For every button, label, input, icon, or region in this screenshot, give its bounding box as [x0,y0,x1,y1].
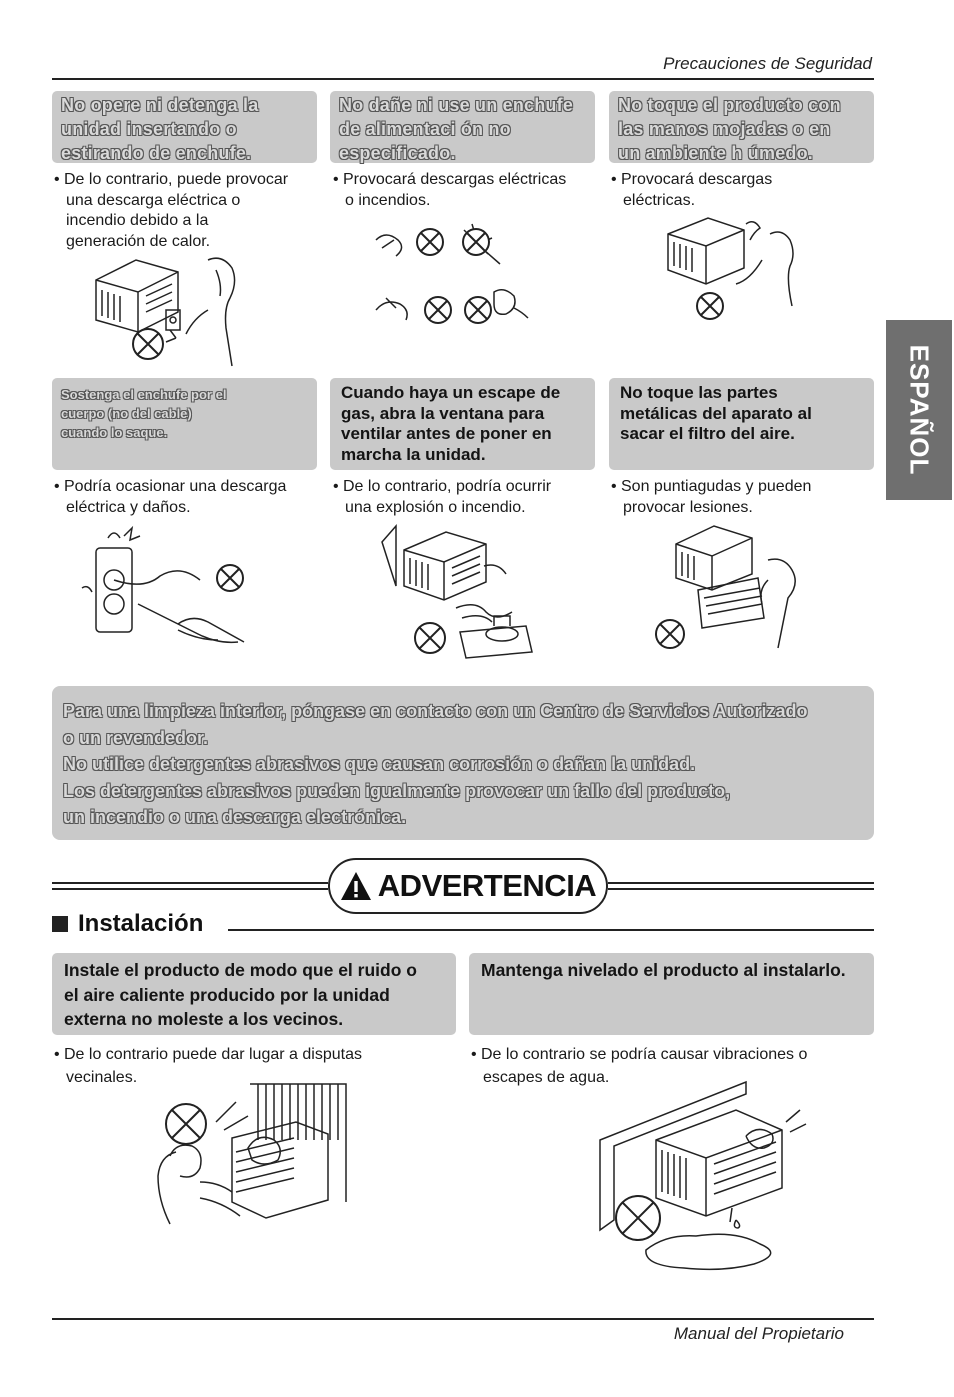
plug-unit-illustration [88,250,258,370]
banner-rule-right [608,882,874,884]
heading-line: Instale el producto de modo que el ruido o [64,960,417,980]
heading-line: el aire caliente producido por la unidad [64,984,390,1005]
precaution-bullet-5 [333,477,603,518]
heading-line: metálicas del aparato al [620,403,812,423]
precaution-bullet-3 [611,170,871,211]
bullet-dot: • [333,478,339,495]
footer-title: Manual del Propietario [673,1324,844,1343]
wet-hands-illustration [660,212,810,324]
damaged-plug-illustration [372,218,542,334]
bullet-line: una descarga eléctrica o [66,191,241,209]
gas-leak-illustration [376,522,546,672]
heading-line: No opere ni detenga la [61,95,259,115]
language-tab-label: ESPAÑOL [904,344,935,476]
bullet-line: eléctricas. [623,191,696,209]
heading-line: sacar el filtro del aire. [620,424,795,443]
section-rule [228,929,874,931]
bullet-dot: • [471,1046,477,1063]
install-heading-2 [469,953,874,1035]
heading-line: unidad insertando o [61,119,237,139]
precaution-bullet-2 [333,170,603,211]
bullet-line: De lo contrario, podría ocurrir [343,478,552,495]
precaution-heading-2 [330,91,595,163]
advertencia-label: ADVERTENCIA [377,868,597,903]
banner-rule-right [608,888,874,890]
air-filter-illustration [648,520,818,650]
bullet-line: eléctrica y daños. [66,498,191,516]
bullet-line: vecinales. [66,1069,138,1086]
heading-line: Sostenga el enchufe por el [61,387,227,402]
level-install-illustration [596,1080,812,1280]
bullet-line: una explosión o incendio. [345,498,526,516]
heading-line: cuando lo saque. [61,425,168,440]
bullet-line: o incendios. [345,191,431,209]
heading-line: cuerpo (no del cable) [61,406,192,421]
heading-line: gas, abra la ventana para [341,403,545,423]
pull-cord-illustration [78,528,258,656]
section-square-icon [52,916,68,932]
bullet-line: De lo contrario, puede provocar [64,171,289,188]
warning-triangle-icon [340,871,372,901]
bullet-line: generación de calor. [66,232,211,250]
heading-line: marcha la unidad. [341,444,486,464]
bullet-line: escapes de agua. [483,1069,610,1086]
bullet-dot: • [611,171,617,188]
banner-rule-left [52,882,328,884]
notice-line: un incendio o una descarga electrónica. [63,807,407,827]
footer-rule [52,1318,874,1320]
bullet-dot: • [54,171,60,188]
install-heading-1 [52,953,456,1035]
precaution-heading-1 [52,91,317,163]
heading-line: externa no moleste a los vecinos. [64,1009,344,1029]
heading-line: ventilar antes de poner en [341,424,552,443]
precaution-bullet-1 [54,170,324,252]
header-rule [52,78,874,80]
notice-line: Los detergentes abrasivos pueden igualmente provocar un fallo del producto, [63,780,731,801]
advertencia-banner [328,858,608,914]
precaution-heading-3 [609,91,874,163]
precaution-bullet-4 [54,477,324,518]
heading-line: de alimentaci ón no [339,119,511,139]
heading-line: No toque el producto con [618,95,841,115]
bullet-dot: • [54,1046,60,1063]
bullet-dot: • [333,171,339,188]
notice-line: o un revendedor. [63,727,209,748]
heading-line: Mantenga nivelado el producto al instalarlo. [481,960,846,980]
section-heading [52,910,203,938]
precaution-bullet-6 [611,477,871,518]
neighbor-noise-illustration [146,1082,356,1242]
notice-line: No utilice detergentes abrasivos que causan corrosión o dañan la unidad. [63,754,696,774]
section-title: Instalación [78,910,204,937]
heading-line: un ambiente h úmedo. [618,143,814,163]
bullet-line: De lo contrario puede dar lugar a disputas [64,1046,362,1063]
bullet-line: Provocará descargas [621,171,773,188]
precaution-heading-5 [330,378,595,470]
bullet-line: incendio debido a la [66,212,209,229]
heading-line: especificado. [339,143,456,163]
bullet-line: Provocará descargas eléctricas [343,171,567,188]
precaution-heading-6 [609,378,874,470]
bullet-dot: • [54,478,60,495]
bullet-line: Podría ocasionar una descarga [64,478,287,495]
heading-line: No toque las partes [620,383,778,402]
header-title: Precauciones de Seguridad [663,54,872,73]
bullet-line: provocar lesiones. [623,498,753,516]
banner-rule-left [52,888,328,890]
precaution-heading-4 [52,378,317,470]
heading-line: No dañe ni use un enchufe [339,95,574,115]
bullet-line: Son puntiagudas y pueden [621,478,812,495]
heading-line: estirando de enchufe. [61,143,252,163]
notice-line: Para una limpieza interior, póngase en contacto con un Centro de Servicios Autorizado [63,701,808,721]
heading-line: Cuando haya un escape de [341,383,561,402]
bullet-line: De lo contrario se podría causar vibraciones o [481,1046,808,1063]
heading-line: las manos mojadas o en [618,119,831,139]
bullet-dot: • [611,478,617,495]
cleaning-notice [52,686,874,840]
language-tab [886,320,952,500]
